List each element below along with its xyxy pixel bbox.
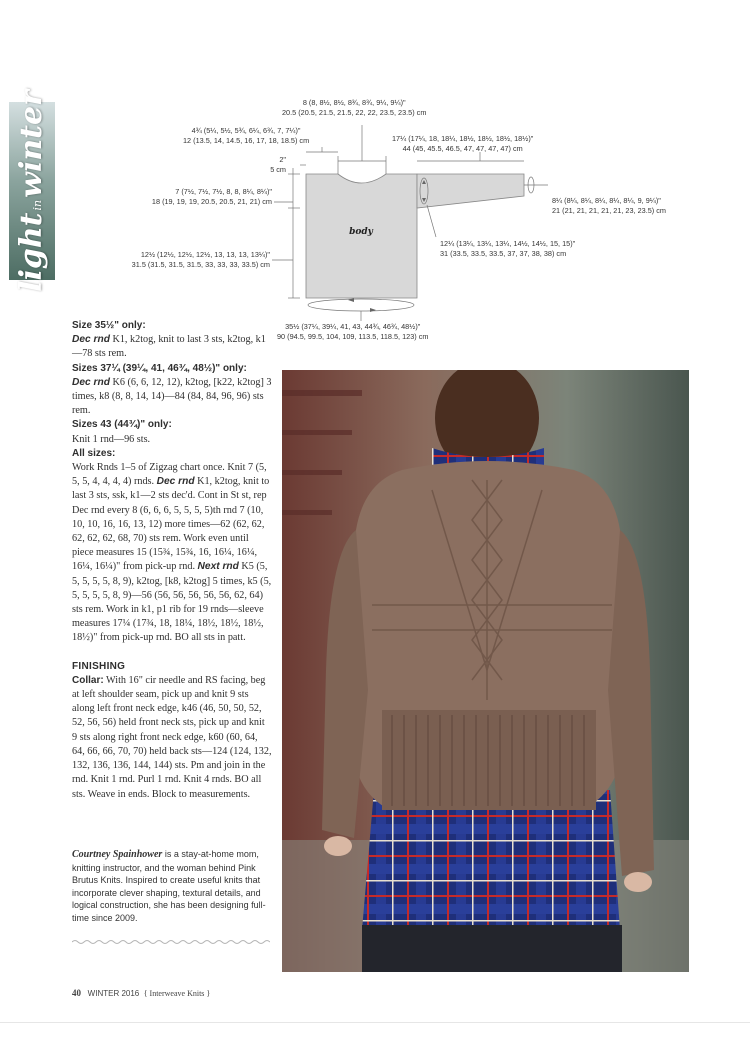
size-a-paragraph: Dec rnd K1, k2tog, knit to last 3 sts, k2tog, k1—78 sts rem. — [72, 334, 266, 360]
finishing-heading: FINISHING — [72, 660, 126, 672]
page-folio — [72, 988, 210, 998]
sweater-photo — [282, 370, 689, 972]
sleeve-length-measure: 17¼ (17¼, 18, 18¼, 18½, 18½, 18½, 18½)" 44 (45, 45.5, 46.5, 47, 47, 47, 47) cm — [392, 134, 534, 153]
body-length-measure: 12½ (12½, 12½, 12½, 13, 13, 13, 13¼)" 31.5 (31.5, 31.5, 31.5, 33, 33, 33, 33.5) cm — [131, 250, 270, 269]
neck-width-measure: 8 (8, 8½, 8½, 8¾, 8¾, 9¼, 9¼)" 20.5 (20.5, 21.5, 21.5, 22, 22, 23.5, 23.5) cm — [282, 98, 427, 117]
shoulder-width-measure: 4¾ (5¼, 5½, 5¾, 6¼, 6¾, 7, 7¼)" 12 (13.5, 14, 14.5, 16, 17, 18, 18.5) cm — [183, 126, 310, 145]
page-number: 40 — [72, 988, 81, 998]
sweater-photo-illustration — [282, 370, 689, 972]
schematic-diagram — [0, 0, 750, 360]
section-tab-title: lightinwinter — [14, 90, 49, 292]
size-b-heading: Sizes 37¼ (39¼, 41, 46¾, 48½)" only: — [72, 362, 247, 374]
issue-label: WINTER 2016 — [87, 989, 140, 998]
upper-arm-measure: 12¼ (13¼, 13¼, 13¼, 14½, 14½, 15, 15)" 31 (33.5, 33.5, 33.5, 37, 37, 38, 38) cm — [440, 239, 576, 258]
designer-bio-text: is a stay-at-home mom, knitting instructor, and the woman behind Pink Brutus Knits. Inspired to create useful knits that incorporate clever shaping, textural details, and logical construction, she has been designing full-time since 2009. — [72, 849, 266, 923]
all-sizes-heading: All sizes: — [72, 447, 116, 459]
neck-depth-measure: 2" 5 cm — [270, 155, 286, 174]
size-a-heading: Size 35½" only: — [72, 320, 146, 331]
schematic-drawing — [0, 0, 750, 360]
designer-name: Courtney Spainhower — [72, 849, 163, 860]
hip-circumference-measure: 35½ (37¼, 39¼, 41, 43, 44¾, 46¾, 48½)" 90 (94.5, 99.5, 104, 109, 113.5, 118.5, 123) cm — [277, 322, 429, 341]
size-c-paragraph: Knit 1 rnd—96 sts. — [72, 433, 151, 445]
collar-paragraph: Collar: With 16" cir needle and RS facing, beg at left shoulder seam, pick up and knit 9 sts along left front neck edge, k46 (46, 50, 50, 52, 52, 56, 56) held front neck sts, pick up and knit 9 sts along right front neck edge, k60 (60, 64, 64, 66, 66, 70, 70) held back sts—124 (124, 132, 132, 136, 136, 144, 144) sts. Pm and join in the rnd. Knit 1 rnd. Purl 1 rnd. Knit 4 rnds. BO all sts. Weave in ends. Block to measurements. — [72, 674, 272, 800]
page-bottom-rule — [0, 1022, 750, 1023]
instructions-column — [72, 319, 272, 802]
magazine-name: { Interweave Knits } — [143, 989, 211, 998]
yoke-depth-measure: 7 (7½, 7½, 7½, 8, 8, 8¼, 8¼)" 18 (19, 19, 19, 20.5, 20.5, 21, 21) cm — [151, 187, 272, 206]
wavy-divider — [72, 938, 270, 946]
body-label: body — [349, 227, 373, 237]
designer-bio — [72, 848, 272, 925]
size-c-heading: Sizes 43 (44¾)" only: — [72, 419, 172, 431]
all-sizes-paragraph: Work Rnds 1–5 of Zigzag chart once. Knit 7 (5, 5, 5, 4, 4, 4, 4) rnds. Dec rnd K1, k2tog, knit to last 3 sts, ssk, k1—2 sts dec'd. Cont in St st, rep Dec rnd every 8 (6, 6, 6, 5, 5, 5, 5)th rnd 7 (10, 10, 10, 16, 16, 13, 12) more times—62 (62, 62, 62, 62, 62, 68, 70) sts rem. Work even until piece measures 15 (15¾, 15¾, 16, 16¼, 16¼, 16¼, 16¼)" from pick-up rnd. Next rnd K5 (5, 5, 5, 5, 5, 8, 9), k2tog, [k8, k2tog] 5 times, k5 (5, 5, 5, 5, 5, 8, 9)—56 (56, 56, 56, 56, 56, 62, 64) sts rem. Work in k1, p1 rib for 19 rnds—sleeve measures 17¼ (17¾, 18, 18¼, 18½, 18½, 18½, 18½)" from pick-up rnd. BO all sts in patt. — [72, 462, 272, 644]
size-b-paragraph: Dec rnd K6 (6, 6, 12, 12), k2tog, [k22, k2tog] 3 times, k8 (8, 8, 14, 14)—84 (84, 84, 96, 96) sts rem. — [72, 376, 272, 417]
cuff-measure: 8¼ (8¼, 8¼, 8¼, 8¼, 8¼, 9, 9¼)" 21 (21, 21, 21, 21, 21, 23, 23.5) cm — [552, 196, 666, 215]
